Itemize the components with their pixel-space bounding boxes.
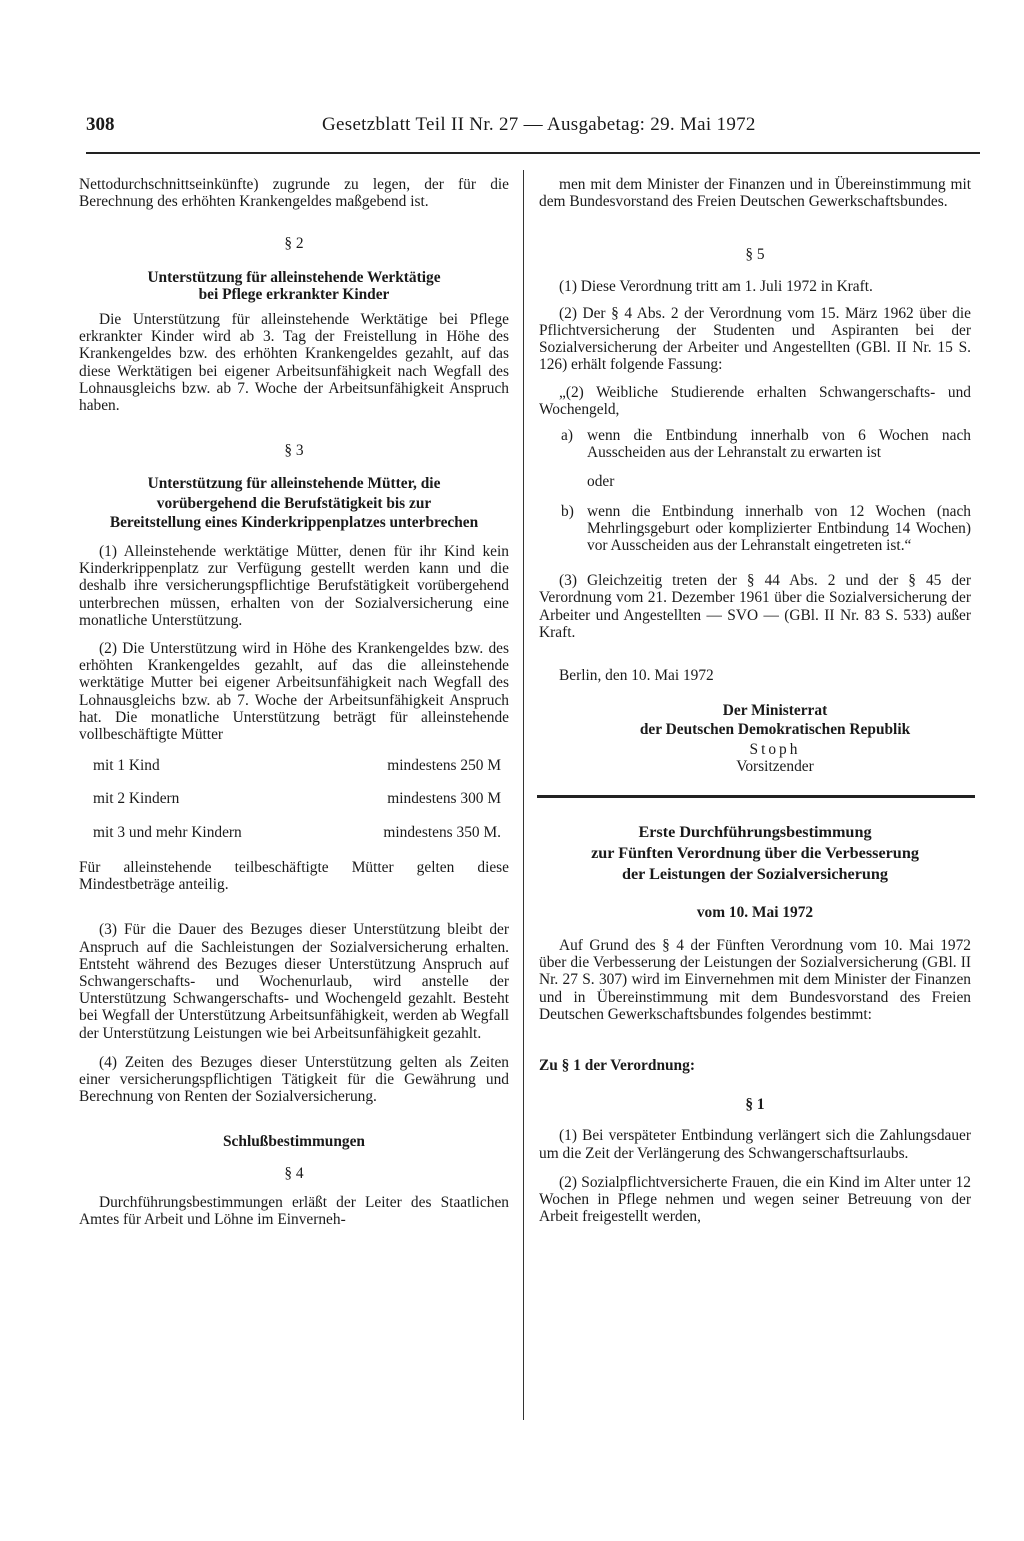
continuation-paragraph: men mit dem Minister der Finanzen und in Übereinstimmung mit dem Bundesvorstand des Freien Deutschen Gewerkschaftsbundes.	[539, 176, 971, 211]
section-4-number: § 4	[284, 1164, 304, 1182]
page-number: 308	[86, 114, 115, 135]
section-3-paragraph-4: (4) Zeiten des Bezuges dieser Unterstützung gelten als Zeiten einer versicherungspflichtigen Tätigkeit für die Gewährung und Berechnung von Renten der Sozialversicherung.	[79, 1053, 509, 1106]
list-item-label: b)	[561, 502, 574, 520]
implementation-paragraph-1: (1) Bei verspäteter Entbindung verlängert sich die Zahlungsdauer um die Zeit der Verlängerung des Schwangerschaftsurlaubs.	[539, 1127, 971, 1162]
list-item-text: wenn die Entbindung innerhalb von 12 Wochen (nach Mehrlingsgeburt oder komplizierter Entbindung 14 Wochen) vor Ausscheiden aus der Lehranstalt eingetreten ist.“	[587, 502, 971, 555]
section-3-paragraph-3: (3) Für die Dauer des Bezuges dieser Unterstützung bleibt der Anspruch auf die Sachleistungen der Sozialversicherung erhalten. Entsteht während des Bezuges dieser Unterstützung Anspruch auf Schwangerschafts- und Wochenurlaub, wird anstelle der Unterstützung Schwangerschafts- und Wochengeld gezahlt. Besteht bei Wegfall der Unterstützung Arbeitsunfähigkeit, werden ab Wegfall der Unterstützung Leistungen wie bei Arbeitsunfähigkeit gezahlt.	[79, 921, 509, 1042]
section-2-title-line-2: bei Pflege erkrankter Kinder	[198, 285, 390, 303]
regulation-title-line-2: zur Fünften Verordnung über die Verbesserung	[591, 844, 919, 863]
signature-body-line-2: der Deutschen Demokratischen Republik	[639, 721, 911, 739]
regulation-date: vom 10. Mai 1972	[696, 903, 814, 921]
section-3-title-line-2: vorübergehend die Berufstätigkeit bis zur	[156, 494, 432, 512]
section-5-number: § 5	[745, 246, 765, 264]
amount-label: mit 3 und mehr Kindern	[93, 823, 242, 841]
section-3-title-line-3: Bereitstellung eines Kinderkrippenplatzes unterbrechen	[109, 513, 479, 531]
implementation-paragraph-2: (2) Sozialpflichtversicherte Frauen, die ein Kind im Alter unter 12 Wochen in Pflege nehmen und wegen seiner Betreuung von der Arbeit freigestellt werden,	[539, 1173, 971, 1226]
quoted-text: „(2) Weibliche Studierende erhalten Schwangerschafts- und Wochengeld,	[539, 383, 971, 418]
amount-row	[79, 824, 509, 841]
page-header	[86, 112, 978, 148]
signatory-name: Stoph	[749, 740, 801, 758]
section-divider	[537, 795, 975, 798]
section-3-number: § 3	[284, 442, 304, 460]
header-title: Gesetzblatt Teil II Nr. 27 — Ausgabetag: 29. Mai 1972	[322, 114, 756, 135]
final-provisions-heading: Schlußbestimmungen	[223, 1133, 365, 1151]
section-2-text: Die Unterstützung für alleinstehende Werktätige bei Pflege erkrankter Kinder wird ab 3. Tag der Freistellung in Höhe des Krankengeldes bzw. des erhöhten Krankengeldes gezahlt, auf das diese Werktätigen bei eigener Arbeitsunfähigkeit nach Wegfall des Lohnausgleichs bzw. ab 7. Woche der Arbeitsunfähigkeit Anspruch haben.	[79, 311, 509, 415]
column-divider	[523, 170, 524, 1420]
preamble: Auf Grund des § 4 der Fünften Verordnung vom 10. Mai 1972 über die Verbesserung der Leistungen der Sozialversicherung (GBl. II Nr. 27 S. 307) wird im Einvernehmen mit dem Minister der Finanzen und in Übereinstimmung mit dem Bundesvorstand des Freien Deutschen Gewerkschaftsbundes folgendes bestimmt:	[539, 936, 971, 1023]
amount-value: mindestens 250 M	[387, 757, 501, 775]
intro-paragraph: Nettodurchschnittseinkünfte) zugrunde zu legen, der für die Berechnung des erhöhten Krankengeldes maßgebend ist.	[79, 176, 509, 211]
section-3-paragraph-1: (1) Alleinstehende werktätige Mütter, denen für ihr Kind kein Kinderkrippenplatz zur Verfügung gestellt werden kann und die deshalb ihre versicherungspflichtige Berufstätigkeit vorübergehend unterbrechen müssen, erhalten von der Sozialversicherung eine monatliche Unterstützung.	[79, 543, 509, 629]
list-item-label: a)	[561, 427, 573, 445]
amount-label: mit 1 Kind	[93, 757, 160, 775]
amount-table	[79, 757, 509, 841]
regulation-title-line-3: der Leistungen der Sozialversicherung	[621, 865, 889, 884]
left-column	[79, 176, 509, 1228]
place-and-date: Berlin, den 10. Mai 1972	[559, 667, 714, 685]
regulation-title-line-1: Erste Durchführungsbestimmung	[638, 823, 872, 842]
right-column	[539, 176, 971, 1225]
signature-body-line-1: Der Ministerrat	[722, 702, 828, 720]
list-item-a	[539, 427, 971, 461]
amount-label: mit 2 Kindern	[93, 790, 180, 808]
section-3-paragraph-2b: Für alleinstehende teilbeschäftigte Mütter gelten diese Mindestbeträge anteilig.	[79, 858, 509, 894]
amount-value: mindestens 350 M.	[383, 823, 501, 841]
section-3-title-line-1: Unterstützung für alleinstehende Mütter, die	[147, 475, 441, 493]
section-2-title-line-1: Unterstützung für alleinstehende Werktätige	[147, 268, 441, 286]
amount-row	[79, 790, 509, 807]
section-5-paragraph-2: (2) Der § 4 Abs. 2 der Verordnung vom 15. März 1962 über die Pflichtversicherung der Studenten und Aspiranten bei der Sozialversicherung der Arbeiter und Angestellten (GBl. II Nr. 15 S. 126) erhält folgende Fassung:	[539, 304, 971, 374]
amount-value: mindestens 300 M	[387, 790, 501, 808]
section-5-paragraph-3: (3) Gleichzeitig treten der § 44 Abs. 2 und der § 45 der Verordnung vom 21. Dezember 1961 über die Sozialversicherung der Arbeiter und Angestellten — SVO — (GBl. II Nr. 83 S. 533) außer Kraft.	[539, 572, 971, 641]
section-5-paragraph-1: (1) Diese Verordnung tritt am 1. Juli 1972 in Kraft.	[559, 277, 873, 295]
list-item-b	[539, 503, 971, 555]
section-2-number: § 2	[284, 235, 304, 253]
amount-row	[79, 757, 509, 774]
implementation-section-1-number: § 1	[745, 1096, 765, 1114]
signatory-role: Vorsitzender	[736, 757, 814, 775]
oder-text: oder	[587, 473, 615, 491]
header-rule	[86, 152, 980, 154]
section-4-text: Durchführungsbestimmungen erläßt der Leiter des Staatlichen Amtes für Arbeit und Löhne im Einverneh-	[79, 1193, 509, 1228]
list-item-text: wenn die Entbindung innerhalb von 6 Wochen nach Ausscheiden aus der Lehranstalt zu erwarten ist	[587, 427, 971, 462]
zu-section-heading: Zu § 1 der Verordnung:	[539, 1056, 695, 1074]
section-3-paragraph-2: (2) Die Unterstützung wird in Höhe des Krankengeldes bzw. des erhöhten Krankengeldes gezahlt, auf das die alleinstehende werktätige Mutter bei eigener Arbeitsunfähigkeit nach Wegfall des Lohnausgleichs bzw. ab 7. Woche der Arbeitsunfähigkeit Anspruch hat. Die monatliche Unterstützung beträgt für alleinstehende vollbeschäftigte Mütter	[79, 640, 509, 744]
